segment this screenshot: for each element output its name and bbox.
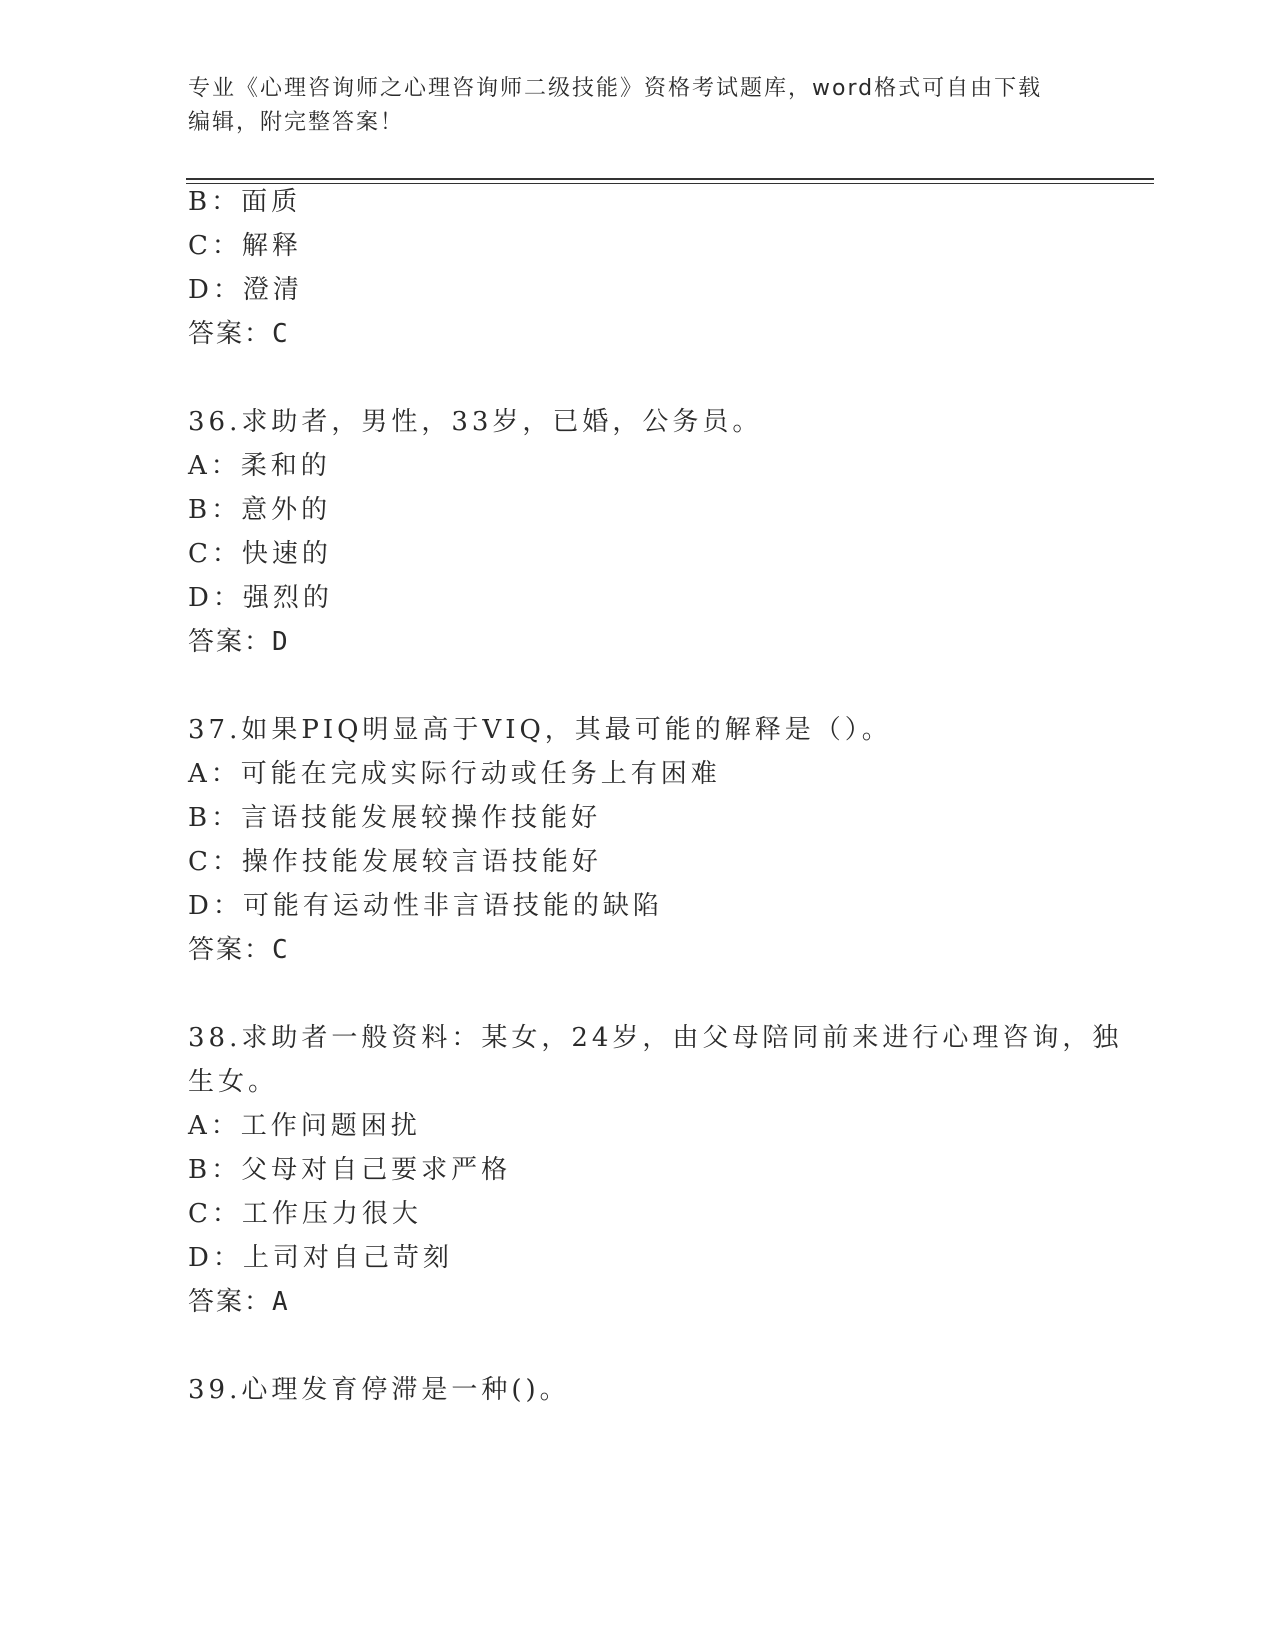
answer-label: 答案： [188, 935, 273, 965]
answer-value: D [272, 627, 290, 657]
header-divider-thin [186, 183, 1154, 184]
q36-answer [188, 625, 290, 659]
q37-option-c: C：操作技能发展较言语技能好 [188, 847, 602, 877]
answer-value: C [272, 935, 290, 965]
q38-option-c: C：工作压力很大 [188, 1199, 422, 1229]
q35-option-d: D：澄清 [188, 275, 303, 305]
q37-option-b: B：言语技能发展较操作技能好 [188, 803, 602, 833]
answer-value: C [272, 319, 290, 349]
q36-option-b: B：意外的 [188, 495, 332, 525]
answer-label: 答案： [188, 627, 273, 657]
q38-option-d: D：上司对自己苛刻 [188, 1243, 453, 1273]
q38-answer [188, 1285, 290, 1319]
q38-question-line-2: 生女。 [188, 1067, 279, 1097]
q36-option-c: C：快速的 [188, 539, 332, 569]
q37-option-a: A：可能在完成实际行动或任务上有困难 [188, 759, 721, 789]
q39-question: 39.心理发育停滞是一种()。 [188, 1375, 570, 1405]
header-line-1: 专业《心理咨询师之心理咨询师二级技能》资格考试题库，word格式可自由下载 [188, 76, 1043, 101]
header-divider-thick [186, 178, 1154, 180]
q38-option-a: A：工作问题困扰 [188, 1111, 421, 1141]
q37-option-d: D：可能有运动性非言语技能的缺陷 [188, 891, 663, 921]
q37-question: 37.如果PIQ明显高于VIQ，其最可能的解释是（）。 [188, 715, 892, 745]
header-line-2: 编辑，附完整答案！ [188, 110, 405, 135]
q35-answer [188, 317, 290, 351]
answer-label: 答案： [188, 319, 273, 349]
answer-value: A [272, 1287, 290, 1317]
q38-option-b: B：父母对自己要求严格 [188, 1155, 512, 1185]
q38-question-line-1: 38.求助者一般资料：某女，24岁，由父母陪同前来进行心理咨询，独 [188, 1023, 1123, 1053]
q36-question: 36.求助者，男性，33岁，已婚，公务员。 [188, 407, 763, 437]
q36-option-a: A：柔和的 [188, 451, 331, 481]
document-header [188, 72, 1068, 140]
q35-option-b: B：面质 [188, 187, 302, 217]
answer-label: 答案： [188, 1287, 273, 1317]
q35-option-c: C：解释 [188, 231, 302, 261]
q36-option-d: D：强烈的 [188, 583, 333, 613]
q37-answer [188, 933, 290, 967]
